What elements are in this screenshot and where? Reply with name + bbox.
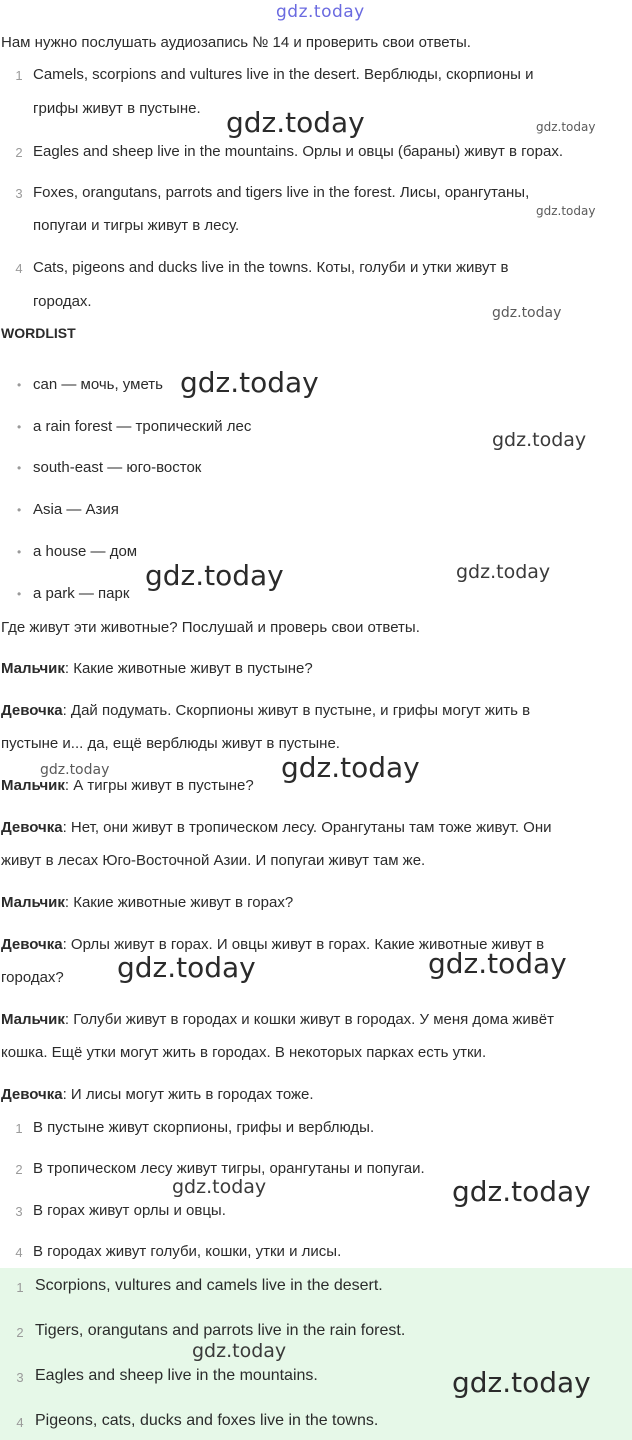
- item-number: 3: [16, 1370, 24, 1385]
- watermark: gdz.today: [428, 947, 567, 980]
- speech: : Нет, они живут в тропическом лесу. Орангутаны там тоже живут. Они: [62, 819, 552, 836]
- bullet: •: [17, 378, 22, 392]
- wordlist-item: Asia — Азия: [33, 501, 119, 518]
- watermark: gdz.today: [172, 1176, 267, 1198]
- speech: : Орлы живут в горах. И овцы живут в горах. Какие животные живут в: [62, 936, 545, 953]
- list-item: Scorpions, vultures and camels live in the desert.: [35, 1277, 383, 1294]
- speech: : Голуби живут в городах и кошки живут в городах. У меня дома живёт: [64, 1011, 554, 1028]
- item-number: 1: [15, 1121, 23, 1136]
- watermark: gdz.today: [180, 366, 319, 399]
- watermark: gdz.today: [40, 762, 110, 778]
- list-item: В тропическом лесу живут тигры, орангутаны и попугаи.: [33, 1160, 425, 1177]
- item-number: 3: [15, 1204, 23, 1219]
- item-text-cont: городах.: [33, 293, 92, 310]
- speaker: Девочка: [1, 936, 63, 953]
- watermark: gdz.today: [117, 951, 256, 984]
- speech: : И лисы могут жить в городах тоже.: [62, 1086, 314, 1103]
- dialogue-line: [1, 819, 552, 836]
- item-number: 2: [16, 1325, 24, 1340]
- speaker: Мальчик: [1, 1011, 65, 1028]
- speech: : Какие животные живут в горах?: [64, 894, 294, 911]
- item-number: 2: [15, 1162, 23, 1177]
- speaker: Мальчик: [1, 894, 65, 911]
- question-text: Где живут эти животные? Послушай и проверь свои ответы.: [1, 619, 420, 636]
- item-number: 4: [15, 261, 23, 276]
- speaker: Девочка: [1, 1086, 63, 1103]
- speaker: Девочка: [1, 702, 63, 719]
- bullet: •: [17, 587, 22, 601]
- wordlist-title: WORDLIST: [1, 325, 76, 341]
- watermark: gdz.today: [536, 120, 596, 134]
- watermark: gdz.today: [452, 1366, 591, 1399]
- site-logo: gdz.today: [276, 2, 365, 22]
- list-item: Tigers, orangutans and parrots live in the rain forest.: [35, 1322, 406, 1339]
- item-number: 2: [15, 145, 23, 160]
- wordlist-item: a house — дом: [33, 543, 138, 560]
- speaker: Мальчик: [1, 660, 65, 677]
- dialogue-line: [1, 777, 254, 794]
- watermark: gdz.today: [281, 751, 420, 784]
- speech: : Дай подумать. Скорпионы живут в пустыне, и грифы могут жить в: [62, 702, 531, 719]
- wordlist-item: a park — парк: [33, 585, 130, 602]
- speaker: Мальчик: [1, 777, 65, 794]
- dialogue-line: [1, 1086, 314, 1103]
- dialogue-line-cont: живут в лесах Юго-Восточной Азии. И попугаи живут там же.: [1, 852, 426, 869]
- intro-text: Нам нужно послушать аудиозапись № 14 и проверить свои ответы.: [1, 34, 471, 51]
- bullet: •: [17, 503, 22, 517]
- item-text: Eagles and sheep live in the mountains. Орлы и овцы (бараны) живут в горах.: [33, 143, 563, 160]
- bullet: •: [17, 461, 22, 475]
- watermark: gdz.today: [536, 204, 596, 218]
- bullet: •: [17, 545, 22, 559]
- watermark: gdz.today: [456, 561, 551, 583]
- list-item: В пустыне живут скорпионы, грифы и верблюды.: [33, 1119, 375, 1136]
- wordlist-item: can — мочь, уметь: [33, 376, 163, 393]
- wordlist-item: a rain forest — тропический лес: [33, 418, 252, 435]
- speech: : Какие животные живут в пустыне?: [64, 660, 313, 677]
- list-item: Pigeons, cats, ducks and foxes live in the towns.: [35, 1412, 379, 1429]
- item-number: 3: [15, 186, 23, 201]
- item-number: 4: [16, 1415, 24, 1430]
- item-number: 1: [16, 1280, 24, 1295]
- item-text: Camels, scorpions and vultures live in the desert. Верблюды, скорпионы и: [33, 66, 534, 83]
- bullet: •: [17, 420, 22, 434]
- dialogue-line: [1, 702, 530, 719]
- item-number: 4: [15, 1245, 23, 1260]
- list-item: В городах живут голуби, кошки, утки и лисы.: [33, 1243, 342, 1260]
- item-text: Cats, pigeons and ducks live in the towns. Коты, голуби и утки живут в: [33, 259, 509, 276]
- dialogue-line: [1, 894, 293, 911]
- speech: : А тигры живут в пустыне?: [64, 777, 254, 794]
- watermark: gdz.today: [192, 1340, 287, 1362]
- item-text-cont: попугаи и тигры живут в лесу.: [33, 217, 240, 234]
- list-item: В горах живут орлы и овцы.: [33, 1202, 226, 1219]
- item-number: 1: [15, 68, 23, 83]
- item-text: Foxes, orangutans, parrots and tigers live in the forest. Лисы, орангутаны,: [33, 184, 530, 201]
- watermark: gdz.today: [145, 559, 284, 592]
- list-item: Eagles and sheep live in the mountains.: [35, 1367, 318, 1384]
- wordlist-item: south-east — юго-восток: [33, 459, 202, 476]
- item-text-cont: грифы живут в пустыне.: [33, 100, 201, 117]
- watermark: gdz.today: [452, 1175, 591, 1208]
- dialogue-line-cont: пустыне и... да, ещё верблюды живут в пустыне.: [1, 735, 340, 752]
- speaker: Девочка: [1, 819, 63, 836]
- watermark: gdz.today: [492, 429, 587, 451]
- dialogue-line: [1, 660, 313, 677]
- dialogue-line-cont: городах?: [1, 969, 64, 986]
- dialogue-line: [1, 1011, 554, 1028]
- watermark: gdz.today: [226, 106, 365, 139]
- dialogue-line-cont: кошка. Ещё утки могут жить в городах. В некоторых парках есть утки.: [1, 1044, 487, 1061]
- watermark: gdz.today: [492, 305, 562, 321]
